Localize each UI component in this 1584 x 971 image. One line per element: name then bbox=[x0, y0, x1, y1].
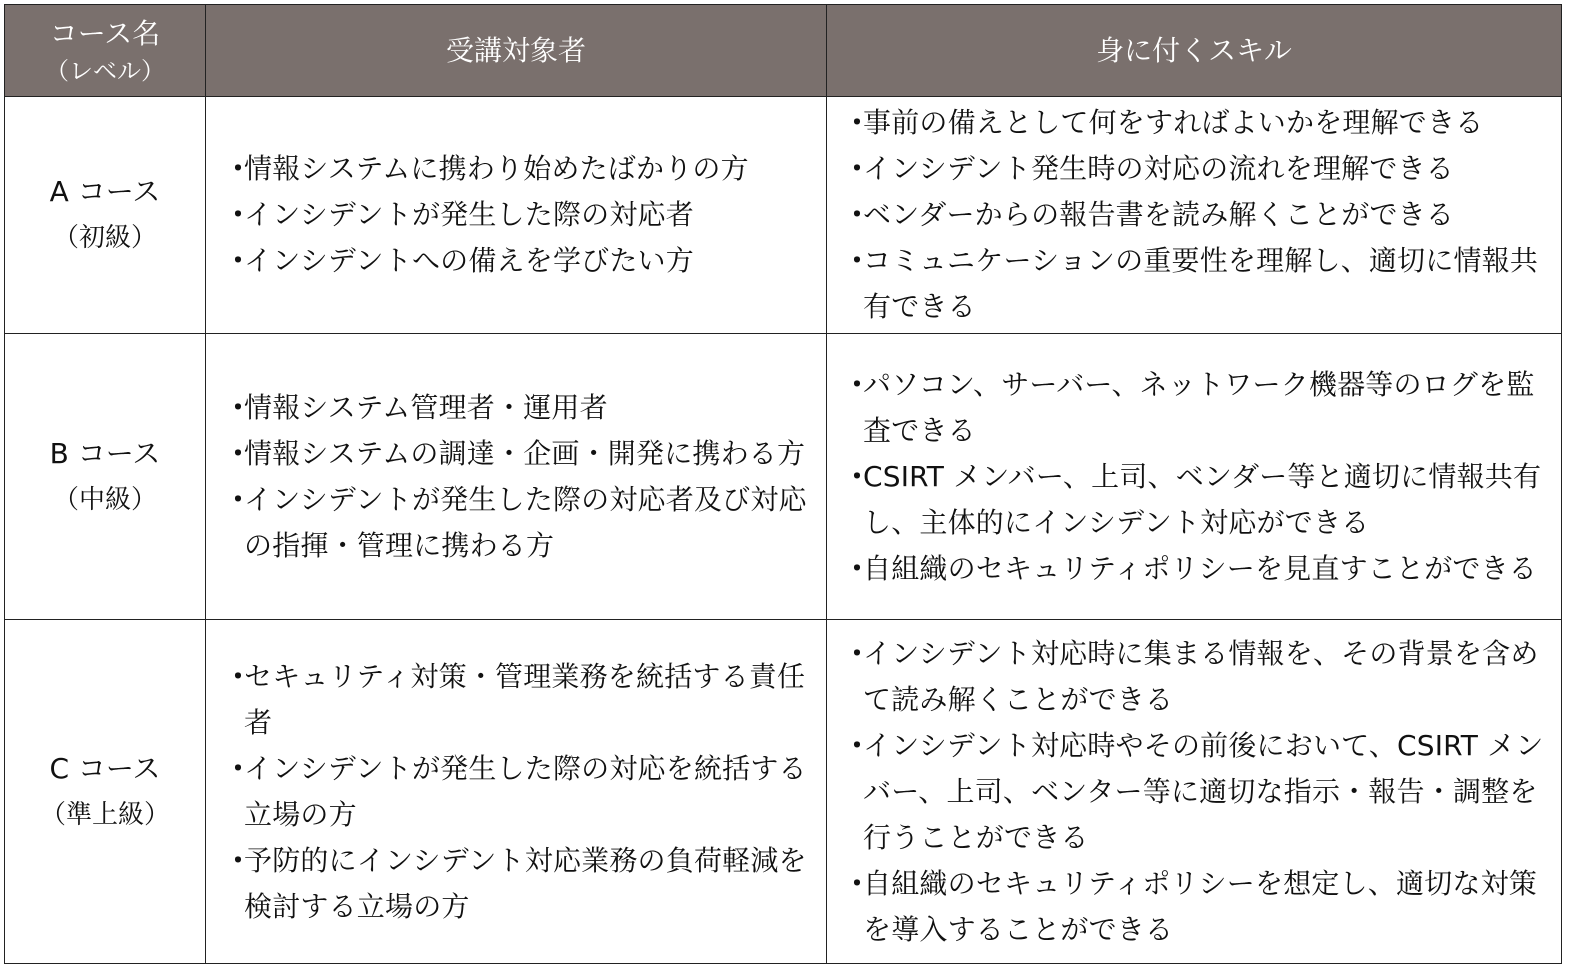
skill-text: インシデント対応時に集まる情報を、その背景を含めて読み解くことができる bbox=[863, 636, 1539, 716]
course-level: （準上級） bbox=[39, 799, 170, 830]
header-course-name bbox=[5, 5, 206, 97]
bullet-mark: ・ bbox=[843, 106, 872, 139]
skill-list-b bbox=[827, 334, 1561, 620]
bullet-mark: ・ bbox=[224, 436, 253, 470]
target-list-a bbox=[206, 97, 827, 334]
target-item bbox=[224, 192, 812, 238]
course-cell-b bbox=[5, 334, 206, 620]
bullet-mark: ・ bbox=[843, 367, 872, 401]
skill-list-a bbox=[827, 97, 1561, 334]
target-list-c bbox=[206, 620, 827, 963]
target-item bbox=[224, 238, 812, 284]
bullet-mark: ・ bbox=[843, 728, 872, 762]
skill-item bbox=[843, 238, 1553, 330]
bullet-mark: ・ bbox=[224, 659, 253, 693]
header-skills bbox=[827, 5, 1561, 97]
target-item bbox=[224, 838, 812, 930]
skill-item bbox=[843, 454, 1553, 546]
skill-item bbox=[843, 192, 1553, 238]
target-text: 予防的にインシデント対応業務の負荷軽減を検討する立場の方 bbox=[244, 843, 807, 923]
skill-text: 自組織のセキュリティポリシーを想定し、適切な対策を導入することができる bbox=[863, 866, 1538, 946]
header-level-label: （レベル） bbox=[45, 56, 165, 85]
skill-text: インシデント発生時の対応の流れを理解できる bbox=[863, 152, 1454, 185]
bullet-mark: ・ bbox=[224, 244, 253, 277]
bullet-mark: ・ bbox=[843, 636, 872, 670]
course-name: B コース bbox=[49, 436, 161, 470]
bullet-mark: ・ bbox=[224, 482, 253, 516]
target-item bbox=[224, 746, 812, 838]
target-text: インシデントが発生した際の対応者 bbox=[244, 198, 694, 231]
skill-text: CSIRT メンバー、上司、ベンダー等と適切に情報共有し、主体的にインシデント対応ができる bbox=[863, 459, 1542, 539]
bullet-mark: ・ bbox=[843, 152, 872, 185]
target-item bbox=[224, 654, 812, 746]
bullet-mark: ・ bbox=[224, 152, 253, 185]
target-text: 情報システム管理者・運用者 bbox=[244, 390, 608, 424]
skill-list-c bbox=[827, 620, 1561, 963]
skill-item bbox=[843, 723, 1553, 861]
target-text: インシデントへの備えを学びたい方 bbox=[244, 244, 694, 277]
bullet-mark: ・ bbox=[224, 751, 253, 785]
header-target bbox=[206, 5, 827, 97]
header-skills-label: 身に付くスキル bbox=[1096, 33, 1292, 67]
skill-item bbox=[843, 631, 1553, 723]
course-level: （中級） bbox=[52, 484, 157, 515]
bullet-mark: ・ bbox=[843, 866, 872, 900]
target-item bbox=[224, 431, 812, 477]
target-text: インシデントが発生した際の対応を統括する立場の方 bbox=[244, 751, 807, 831]
course-cell-a bbox=[5, 97, 206, 334]
target-text: セキュリティ対策・管理業務を統括する責任者 bbox=[244, 659, 806, 739]
skill-item bbox=[843, 546, 1553, 592]
target-item bbox=[224, 146, 812, 192]
skill-item bbox=[843, 861, 1553, 953]
target-text: 情報システムに携わり始めたばかりの方 bbox=[244, 152, 749, 185]
course-table bbox=[4, 4, 1562, 964]
bullet-mark: ・ bbox=[843, 551, 872, 585]
bullet-mark: ・ bbox=[224, 198, 253, 231]
bullet-mark: ・ bbox=[843, 198, 872, 231]
target-text: インシデントが発生した際の対応者及び対応の指揮・管理に携わる方 bbox=[244, 482, 807, 562]
skill-item bbox=[843, 100, 1553, 146]
bullet-mark: ・ bbox=[224, 843, 253, 877]
target-text: 情報システムの調達・企画・開発に携わる方 bbox=[244, 436, 806, 470]
bullet-mark: ・ bbox=[224, 390, 253, 424]
target-item bbox=[224, 385, 812, 431]
skill-text: コミュニケーションの重要性を理解し、適切に情報共有できる bbox=[863, 244, 1539, 323]
header-target-label: 受講対象者 bbox=[445, 33, 586, 67]
course-name: A コース bbox=[49, 175, 161, 208]
skill-text: パソコン、サーバー、ネットワーク機器等のログを監査できる bbox=[863, 367, 1535, 447]
skill-text: ベンダーからの報告書を読み解くことができる bbox=[863, 198, 1455, 231]
header-course-name-label: コース名 bbox=[49, 16, 161, 50]
course-name: C コース bbox=[49, 751, 161, 785]
target-list-b bbox=[206, 334, 827, 620]
course-level: （初級） bbox=[52, 223, 157, 253]
bullet-mark: ・ bbox=[843, 459, 872, 493]
skill-text: 自組織のセキュリティポリシーを見直すことができる bbox=[863, 551, 1538, 585]
skill-item bbox=[843, 146, 1553, 192]
bullet-mark: ・ bbox=[843, 244, 872, 277]
skill-text: インシデント対応時やその前後において、CSIRT メンバー、上司、ベンター等に適切な指示・報告・調整を行うことができる bbox=[863, 728, 1544, 854]
target-item bbox=[224, 477, 812, 569]
skill-item bbox=[843, 362, 1553, 454]
course-cell-c bbox=[5, 620, 206, 963]
skill-text: 事前の備えとして何をすればよいかを理解できる bbox=[863, 106, 1484, 139]
